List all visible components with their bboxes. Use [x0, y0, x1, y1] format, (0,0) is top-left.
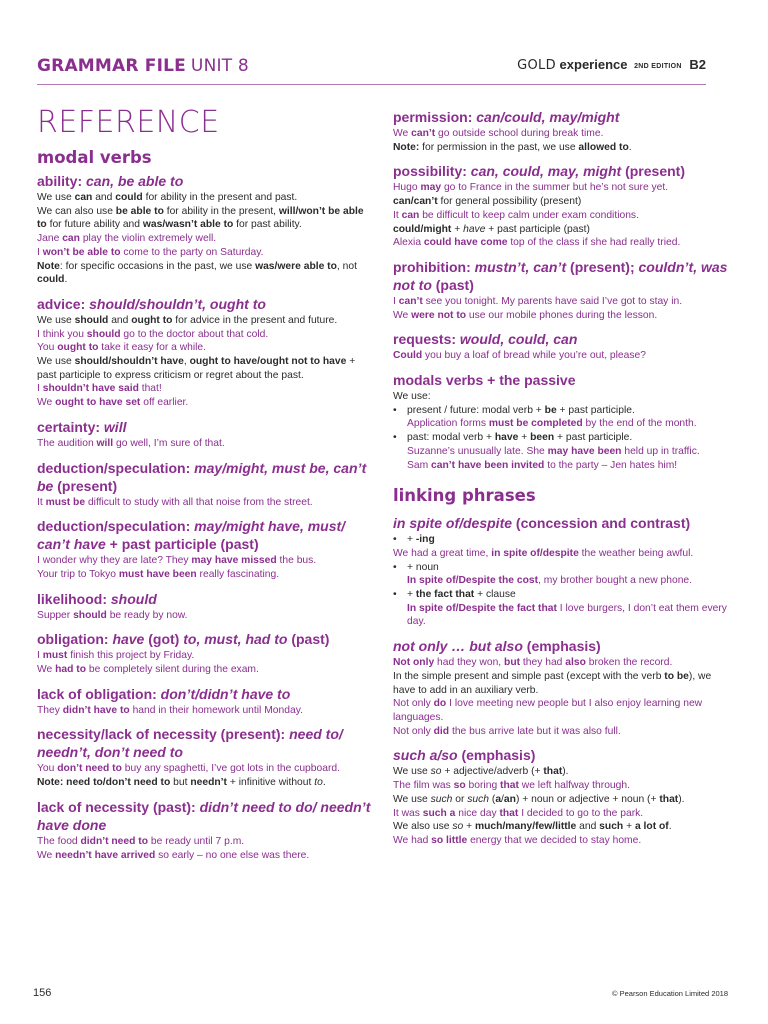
example-text: I think you should go to the doctor about that cold. — [37, 328, 269, 340]
page-title: REFERENCE — [37, 105, 220, 140]
bullet-item: • + -ing — [393, 533, 733, 547]
unit-label: UNIT 8 — [190, 56, 249, 76]
entry-heading: likelihood: should — [37, 590, 157, 607]
example-text: We ought to have set off earlier. — [37, 397, 189, 409]
entry-heading: lack of obligation: don’t/didn’t have to — [37, 685, 291, 702]
header-rule — [37, 84, 706, 85]
entry-heading: possibility: can, could, may, might (present) — [393, 163, 685, 180]
entry-modals-passive — [393, 371, 733, 472]
bullet-item: • + noun — [393, 561, 733, 575]
example-text: Not only do I love meeting new people but I also enjoy learning new languages. — [393, 698, 703, 723]
entry-heading: ability: can, be able to — [37, 173, 184, 189]
rule-text: We use: — [393, 391, 431, 403]
entry-possibility — [393, 162, 733, 250]
example-text: Your trip to Tokyo must have been really fascinating. — [37, 568, 280, 580]
entry-heading: obligation: have (got) to, must, had to (past) — [37, 631, 330, 648]
bullet-item: • past: modal verb + have + been + past participle. — [393, 431, 733, 445]
rule-text: could/might + have + past participle (past) — [393, 223, 590, 235]
example-text: Supper should be ready by now. — [37, 609, 188, 621]
rule-text: We also use so + much/many/few/little and such + a lot of. — [393, 821, 672, 833]
copyright: © Pearson Education Limited 2018 — [611, 989, 728, 998]
book-edition: 2ND EDITION — [634, 63, 682, 70]
entry-heading: permission: can/could, may/might — [393, 109, 620, 125]
example-text: I can’t see you tonight. My parents have said I’ve got to stay in. — [393, 295, 683, 307]
entry-heading: such a/so (emphasis) — [393, 747, 536, 764]
entry-heading: deduction/speculation: may/might, must be, can’t be (present) — [37, 459, 367, 494]
entry-heading: necessity/lack of necessity (present): need to/ needn’t, don’t need to — [37, 726, 343, 761]
rule-text: We use such or such (a/an) + noun or adjective + noun (+ that). — [393, 793, 685, 805]
entry-heading: modals verbs + the passive — [393, 372, 576, 389]
entry-prohibition — [393, 258, 733, 322]
right-column — [393, 108, 733, 848]
entry-such-a-so — [393, 746, 733, 847]
example-text: We can’t go outside school during break time. — [393, 128, 604, 139]
entry-in-spite-of — [393, 514, 733, 629]
example-text: The food didn’t need to be ready until 7 p.m. — [37, 835, 245, 847]
example-text: We needn’t have arrived so early – no one else was there. — [37, 849, 310, 861]
grammar-file-header — [37, 56, 249, 76]
example-text: The film was so boring that we left halfway through. — [393, 780, 630, 792]
example-text: Application forms must be completed by the end of the month. — [407, 418, 697, 430]
example-text: We had to be completely silent during the exam. — [37, 664, 259, 676]
bullet-item: • present / future: modal verb + be + past participle. — [393, 404, 733, 418]
example-text: Suzanne’s unusually late. She may have been held up in traffic. — [407, 445, 700, 457]
book-level: B2 — [689, 57, 706, 72]
example-text: We had so little energy that we decided to stay home. — [393, 834, 642, 846]
entry-not-only — [393, 637, 733, 738]
rule-text: We use so + adjective/adverb (+ that). — [393, 766, 569, 778]
entry-heading: certainty: will — [37, 418, 127, 435]
example-text: We were not to use our mobile phones during the lesson. — [393, 309, 658, 321]
example-text: I shouldn’t have said that! — [37, 383, 162, 395]
entry-heading: in spite of/despite (concession and contrast) — [393, 515, 691, 532]
example-text: I won’t be able to come to the party on Saturday. — [37, 246, 264, 258]
entry-lack-of-necessity-present — [37, 725, 375, 789]
grammar-file-label: GRAMMAR FILE — [37, 56, 186, 76]
example-text: Alexia could have come top of the class if she had really tried. — [393, 237, 681, 249]
entry-heading: requests: would, could, can — [393, 331, 578, 348]
example-text: Not only did the bus arrive late but it was also full. — [393, 725, 621, 737]
example-text: It must be difficult to study with all that noise from the street. — [37, 496, 313, 508]
book-gold: GOLD — [517, 58, 556, 73]
rule-text: In the simple present and simple past (except with the verb to be), we have to add in an auxiliary verb. — [393, 670, 712, 696]
section-title-linking-phrases: linking phrases — [393, 486, 536, 506]
rule-text: We use should and ought to for advice in the present and future. — [37, 314, 338, 326]
entry-heading: advice: should/shouldn’t, ought to — [37, 295, 266, 312]
example-text: Not only had they won, but they had also broken the record. — [393, 657, 673, 669]
example-text: In spite of/Despite the fact that I love burgers, I don’t eat them every day. — [407, 602, 727, 628]
example-text: We had a great time, in spite of/despite the weather being awful. — [393, 547, 694, 559]
rule-text: We use should/shouldn’t have, ought to have/ought not to have + past participle to express criticism or regret about the past. — [37, 356, 356, 381]
example-text: You don’t need to buy any spaghetti, I’ve got lots in the cupboard. — [37, 763, 340, 775]
entry-deduction-present — [37, 459, 375, 510]
entry-certainty — [37, 418, 375, 451]
rule-text: can/can’t for general possibility (present) — [393, 196, 582, 208]
example-text: They didn’t have to hand in their homework until Monday. — [37, 704, 303, 716]
entry-heading: lack of necessity (past): didn’t need to do/ needn’t have done — [37, 798, 371, 833]
entry-lack-of-obligation — [37, 685, 375, 718]
left-column — [37, 106, 375, 862]
entry-obligation — [37, 630, 375, 676]
example-text: You ought to take it easy for a while. — [37, 342, 207, 354]
note-text: Note: need to/don’t need to but needn’t + infinitive without to. — [37, 777, 326, 789]
example-text: It can be difficult to keep calm under exam conditions. — [393, 209, 639, 221]
example-text: Could you buy a loaf of bread while you’re out, please? — [393, 350, 646, 362]
rule-text: We use can and could for ability in the present and past. — [37, 192, 298, 203]
note-text: Note: for specific occasions in the past, we use was/were able to, not could. — [37, 260, 357, 286]
rule-text: We can also use be able to for ability in the present, will/won’t be able to for future ability and was/wasn’t able to for past ability. — [37, 205, 364, 231]
book-logo — [517, 57, 706, 73]
example-text: I must finish this project by Friday. — [37, 650, 195, 662]
entry-heading: prohibition: mustn’t, can’t (present); couldn’t, was not to (past) — [393, 258, 728, 293]
entry-advice — [37, 295, 375, 410]
example-text: It was such a nice day that I decided to go to the park. — [393, 807, 644, 819]
section-title-modal-verbs: modal verbs — [37, 148, 152, 167]
entry-lack-of-necessity-past — [37, 798, 375, 862]
example-text: Sam can’t have been invited to the party – Jen hates him! — [407, 459, 678, 471]
entry-requests — [393, 330, 733, 363]
entry-heading: deduction/speculation: may/might have, must/ can’t have + past participle (past) — [37, 518, 346, 553]
entry-heading: not only … but also (emphasis) — [393, 638, 601, 655]
book-experience: experience — [559, 57, 628, 72]
entry-deduction-past — [37, 517, 375, 581]
entry-permission — [393, 108, 733, 154]
example-text: The audition will go well, I’m sure of that. — [37, 437, 225, 449]
page-number: 156 — [33, 987, 52, 999]
bullet-item: • + the fact that + clause — [393, 588, 733, 602]
example-text: In spite of/Despite the cost, my brother bought a new phone. — [407, 575, 693, 587]
example-text: Jane can play the violin extremely well. — [37, 233, 217, 245]
example-text: I wonder why they are late? They may have missed the bus. — [37, 555, 317, 567]
entry-likelihood — [37, 590, 375, 623]
example-text: Hugo may go to France in the summer but he’s not sure yet. — [393, 182, 669, 194]
note-text: Note: for permission in the past, we use allowed to. — [393, 141, 632, 153]
entry-ability — [37, 172, 375, 287]
